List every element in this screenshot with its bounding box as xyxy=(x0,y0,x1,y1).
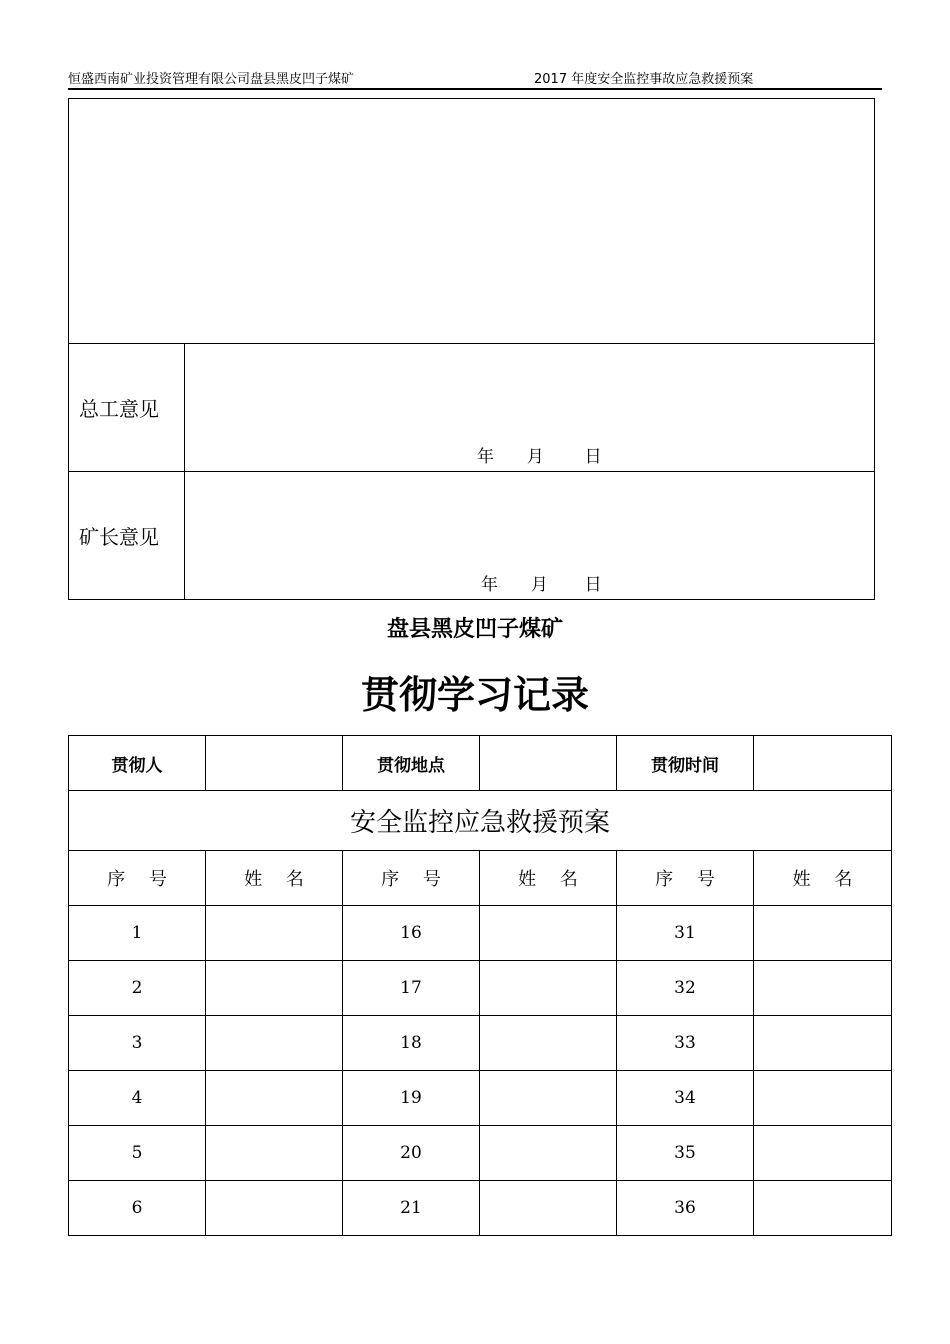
seq-cell: 31 xyxy=(617,906,754,961)
name-cell xyxy=(206,1126,343,1181)
name-cell xyxy=(206,1071,343,1126)
name-cell xyxy=(206,961,343,1016)
chief-engineer-opinion xyxy=(185,344,875,472)
date-day: 日 xyxy=(584,447,602,467)
location-value xyxy=(480,736,617,791)
name-header: 姓 名 xyxy=(206,851,343,906)
seq-cell: 32 xyxy=(617,961,754,1016)
seq-cell: 19 xyxy=(343,1071,480,1126)
seq-cell: 6 xyxy=(69,1181,206,1236)
name-cell xyxy=(754,1071,892,1126)
table-row xyxy=(69,906,892,961)
seq-cell: 18 xyxy=(343,1016,480,1071)
time-label: 贯彻时间 xyxy=(617,736,754,791)
name-header: 姓 名 xyxy=(754,851,892,906)
table-row xyxy=(69,1126,892,1181)
name-cell xyxy=(754,906,892,961)
table-row xyxy=(69,1181,892,1236)
date-month: 月 xyxy=(530,575,548,595)
seq-cell: 4 xyxy=(69,1071,206,1126)
name-cell xyxy=(754,1181,892,1236)
seq-cell: 5 xyxy=(69,1126,206,1181)
name-cell xyxy=(480,906,617,961)
table-row xyxy=(69,1016,892,1071)
seq-cell: 34 xyxy=(617,1071,754,1126)
implementer-value xyxy=(206,736,343,791)
name-cell xyxy=(754,961,892,1016)
date-year: 年 xyxy=(481,575,498,595)
name-cell xyxy=(480,1071,617,1126)
mine-manager-opinion xyxy=(185,472,875,600)
record-title: 贯彻学习记录 xyxy=(360,672,589,717)
name-cell xyxy=(206,906,343,961)
seq-cell: 35 xyxy=(617,1126,754,1181)
seq-cell: 1 xyxy=(69,906,206,961)
approval-blank-cell xyxy=(69,99,875,344)
header-company: 恒盛西南矿业投资管理有限公司盘县黑皮凹子煤矿 xyxy=(68,72,355,87)
seq-header: 序 号 xyxy=(343,851,480,906)
date-year: 年 xyxy=(477,447,494,467)
seq-cell: 20 xyxy=(343,1126,480,1181)
seq-cell: 36 xyxy=(617,1181,754,1236)
seq-cell: 33 xyxy=(617,1016,754,1071)
name-cell xyxy=(206,1016,343,1071)
seq-cell: 2 xyxy=(69,961,206,1016)
seq-cell: 3 xyxy=(69,1016,206,1071)
name-cell xyxy=(480,1181,617,1236)
name-header: 姓 名 xyxy=(480,851,617,906)
name-cell xyxy=(206,1181,343,1236)
name-cell xyxy=(480,961,617,1016)
seq-cell: 16 xyxy=(343,906,480,961)
table-row xyxy=(69,961,892,1016)
name-cell xyxy=(480,1016,617,1071)
chief-engineer-date xyxy=(477,442,602,467)
seq-cell: 17 xyxy=(343,961,480,1016)
table-row xyxy=(69,1071,892,1126)
implementer-label: 贯彻人 xyxy=(69,736,206,791)
seq-header: 序 号 xyxy=(69,851,206,906)
seq-header: 序 号 xyxy=(617,851,754,906)
date-day: 日 xyxy=(584,575,602,595)
name-cell xyxy=(754,1016,892,1071)
seq-cell: 21 xyxy=(343,1181,480,1236)
page-header xyxy=(68,66,882,90)
date-month: 月 xyxy=(526,447,544,467)
header-document-title: 2017 年度安全监控事故应急救援预案 xyxy=(534,72,754,87)
name-cell xyxy=(754,1126,892,1181)
approval-table xyxy=(68,98,875,600)
mine-manager-label: 矿长意见 xyxy=(69,472,185,600)
study-record-table xyxy=(68,735,892,1236)
mine-manager-date xyxy=(481,570,602,595)
mine-name: 盘县黑皮凹子煤矿 xyxy=(386,616,563,642)
location-label: 贯彻地点 xyxy=(343,736,480,791)
time-value xyxy=(754,736,892,791)
name-cell xyxy=(480,1126,617,1181)
plan-title: 安全监控应急救援预案 xyxy=(69,791,892,851)
chief-engineer-label: 总工意见 xyxy=(69,344,185,472)
